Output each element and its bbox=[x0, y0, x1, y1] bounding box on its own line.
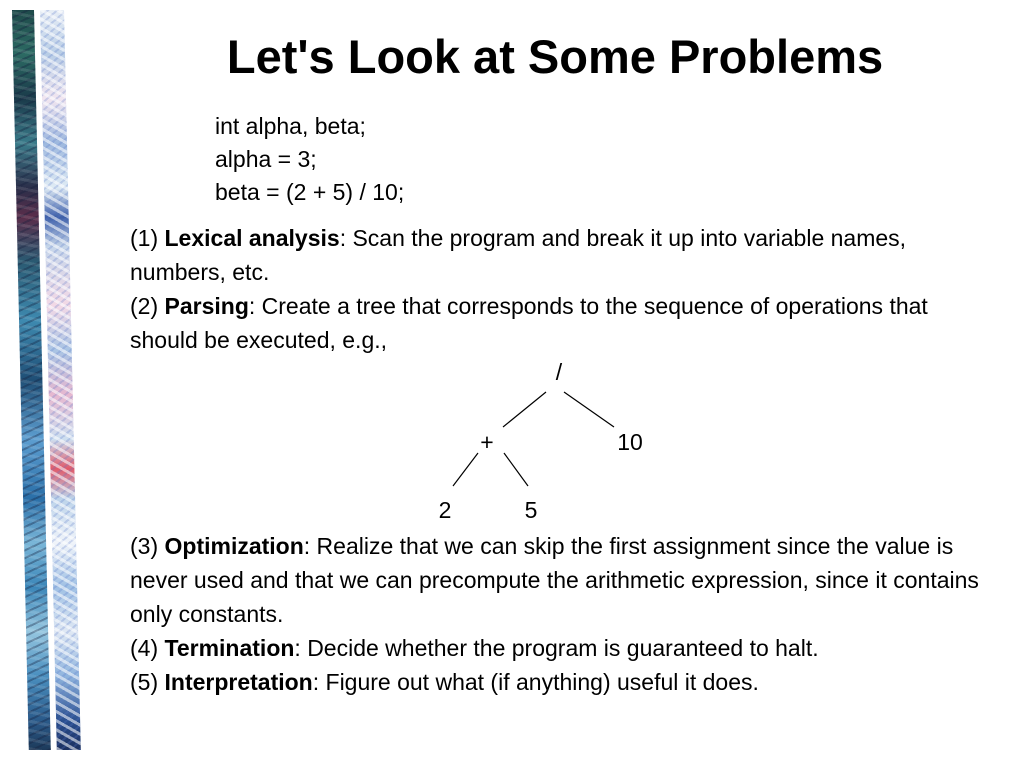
item-description: : Figure out what (if anything) useful it does. bbox=[312, 669, 759, 695]
tree-node-two: 2 bbox=[438, 497, 452, 523]
problem-item-interpretation bbox=[130, 665, 1000, 699]
item-description: : Scan the program and break it up into variable names, numbers, etc. bbox=[130, 225, 907, 285]
problem-list-part-2 bbox=[130, 529, 1000, 699]
item-number: (1) bbox=[130, 225, 165, 251]
item-number: (3) bbox=[130, 533, 165, 559]
item-term: Optimization bbox=[164, 533, 304, 559]
item-number: (4) bbox=[130, 635, 165, 661]
problem-item-parsing bbox=[130, 289, 1000, 357]
item-term: Parsing bbox=[164, 293, 249, 319]
tree-edge bbox=[503, 392, 546, 427]
slide-title: Let's Look at Some Problems bbox=[226, 30, 884, 83]
tree-node-ten: 10 bbox=[617, 429, 643, 455]
problem-item-lexical-analysis bbox=[130, 221, 1000, 289]
code-snippet bbox=[215, 110, 404, 209]
code-line: alpha = 3; bbox=[215, 146, 317, 172]
tree-node-plus: + bbox=[480, 429, 494, 455]
problem-item-optimization bbox=[130, 529, 1000, 631]
item-term: Termination bbox=[164, 635, 295, 661]
tree-edge bbox=[504, 453, 528, 486]
problem-item-termination bbox=[130, 631, 1000, 665]
item-number: (5) bbox=[130, 669, 165, 695]
item-term: Lexical analysis bbox=[164, 225, 340, 251]
code-line: int alpha, beta; bbox=[215, 113, 366, 139]
tree-node-root: / bbox=[555, 359, 563, 385]
item-term: Interpretation bbox=[164, 669, 313, 695]
tree-node-five: 5 bbox=[524, 497, 538, 523]
item-description: : Decide whether the program is guaranteed to halt. bbox=[294, 635, 819, 661]
item-description: : Realize that we can skip the first assignment since the value is never used and that we can precompute the arithmetic expression, since it contains only constants. bbox=[130, 533, 979, 627]
item-number: (2) bbox=[130, 293, 165, 319]
tree-edge bbox=[564, 392, 614, 427]
code-line: beta = (2 + 5) / 10; bbox=[215, 179, 405, 205]
problem-list-part-1 bbox=[130, 221, 1000, 357]
tree-edge bbox=[453, 453, 478, 486]
item-description: : Create a tree that corresponds to the sequence of operations that should be executed, e.g., bbox=[130, 293, 928, 353]
